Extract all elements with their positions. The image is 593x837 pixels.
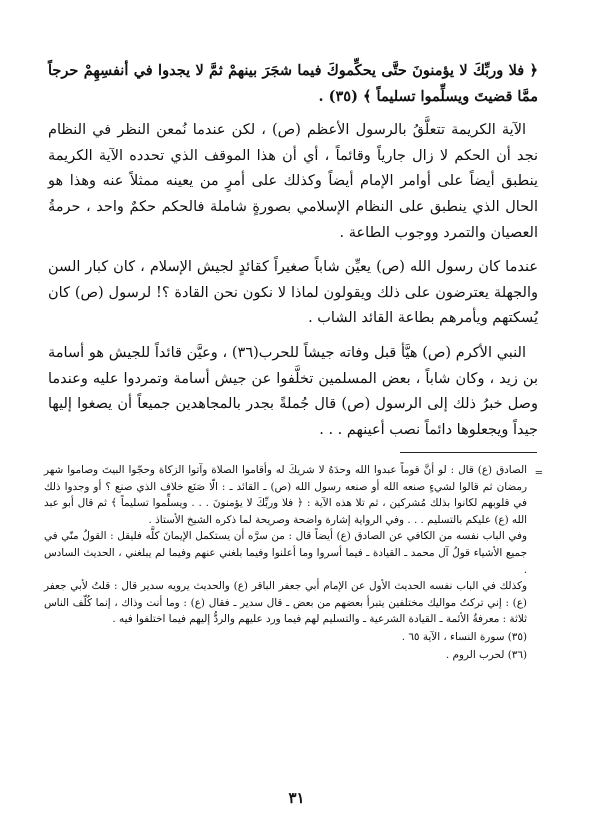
footnote-35: (٣٥) سورة النساء ، الآية ٦٥ . — [401, 630, 527, 643]
paragraph-1: الآية الكريمة تتعلَّقُ بالرسول الأعظم (ص) ، لكن عندما نُمعن النظر في النظام نجد أن الحكم لا زال جارياً وقائماً ، أي أن هذا الموقف الذي تحدده الآية الكريمة ينطبق أيضاً على أوامر الإمام أيضاً وكذلك على أمرٍ من يعينه ممثلاً عنه وهذا هو الحال الذي ينطبق على النظام الإسلامي بصورةٍ شاملة فالحكم حكمٌ واحد ، حرمةُ العصيان والتمرد ووجوب الطاعة . — [48, 122, 538, 241]
page-number: ٣١ — [288, 789, 305, 807]
main-text — [48, 58, 538, 452]
footnote-36: (٣٦) لحرب الروم . — [445, 648, 527, 661]
note-continued-3: وكذلك في الباب نفسه الحديث الأول عن الإمام أبي جعفر الباقر (ع) والحديث يرويه سدير قال : قلتُ لأبي جعفر (ع) : إني تركتُ مواليك مختلفين يتبرأ بعضهم من بعض ـ قال سدير ـ فقال (ع) : وما أنت وذاك ، إنما كُلّف الناس ثلاثة : معرفةُ الأئمة ـ القيادة الشرعية ـ والتسليم لهم فيما ورد عليهم والردُّ إليهم فيما اختلفوا فيه . — [44, 580, 527, 626]
paragraph-2: عندما كان رسول الله (ص) يعيِّن شاباً صغيراً كقائدٍ لجيش الإسلام ، كان كبار السن والجهلة يعترضون على ذلك ويقولون لماذا لا نكون نحن القادة ؟! لرسول (ص) كان يُسكتهم ويأمرهم بطاعة القائد الشاب . — [48, 259, 538, 327]
note-continued-1: الصادق (ع) قال : لو أنَّ قوماً عبدوا الله وحدَهُ لا شريكَ له وأقاموا الصلاة وآتوا الزكاة وحجّوا البيتَ وصاموا شهر رمضان ثم قالوا لشيءٍ صنعه الله أو صنعه رسول الله (ص) ـ القائد ـ : الّا صَنَع خلاف الذي صنع ؟ أو وجدوا ذلك في قلوبهم لكانوا بذلك مُشركين ، ثم تلا هذه الآية : ﴿ فلا وربِّكَ لا يؤمنونَ . . . ويسلِّموا تسليماً ﴾ ثم قال أبو عبد الله (ع) عليكم بالتسليم . . . وفي الرواية إشارة واضحة وصريحة لما ذكره الشيخ الأستاذ . — [44, 464, 527, 526]
footnotes — [44, 462, 543, 663]
paragraph-3: النبي الأكرم (ص) هيَّأ قبل وفاته جيشاً للحرب(٣٦) ، وعيَّن قائداً للجيش هو أسامة بن زيد ، وكان شاباً ، بعض المسلمين تخلَّفوا عن جيش أسامة وتمردوا عليه وعندما وصل خبرُ ذلك إلى الرسول (ص) قال جُملةً بجدر بالمجاهدين جميعاً أن يصغوا إليها جيداً ويجعلوها دائماً نصب أعينهم . . . — [48, 344, 538, 438]
quran-verse: ﴿ فلا وربِّكَ لا يؤمنونَ حتَّى يحكِّموكَ فيما شجَرَ بينهمْ ثمَّ لا يجدوا في أنفسِهِمْ حرجاً ممَّا قضيتَ ويسلِّموا تسليماً ﴾ (٣٥) . — [48, 62, 538, 105]
note-continued-2: وفي الباب نفسه من الكافي عن الصادق (ع) أيضاً قال : من سرَّه أن يستكمل الإيمانَ كلَّه فليقل : القولُ منّي في جميع الأشياء قولُ آل محمد ـ القيادة ـ فيما أسروا وما أعلنوا وفيما بلغني عنهم وفيما لم يبلغني ، الحديث السادس . — [44, 530, 527, 576]
footnote-divider — [400, 452, 537, 453]
continuation-marker: = — [534, 468, 543, 479]
